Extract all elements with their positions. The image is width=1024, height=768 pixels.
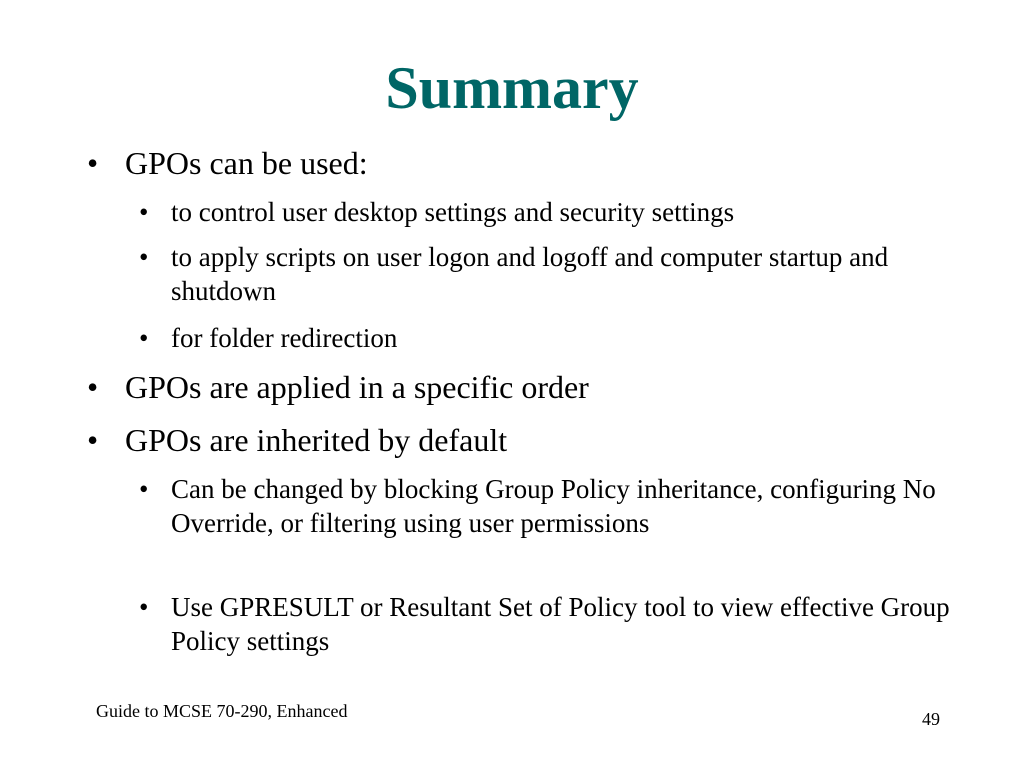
bullet-text: to apply scripts on user logon and logoff and computer startup and shutdown [171,242,889,306]
bullet-item-level1 [87,368,985,406]
bullet-icon: • [139,474,149,504]
bullet-icon: • [139,592,149,622]
bullet-text: for folder redirection [171,323,398,353]
bullet-text: GPOs are inherited by default [125,422,508,458]
bullet-item-level2 [139,321,971,355]
bullet-text: to control user desktop settings and security settings [171,197,735,227]
bullet-item-level2 [139,240,941,308]
bullet-text: Can be changed by blocking Group Policy inheritance, configuring No Override, or filtering using user permissions [171,474,936,538]
bullet-text: GPOs can be used: [125,145,368,181]
bullet-item-level2 [139,195,971,229]
bullet-item-level2 [139,590,951,658]
page-number: 49 [922,709,940,729]
slide-title: Summary [385,55,639,121]
bullet-icon: • [87,145,99,181]
bullet-icon: • [139,242,149,272]
bullet-icon: • [139,323,149,353]
bullet-item-level2 [139,472,941,540]
bullet-icon: • [87,422,99,458]
bullet-text: Use GPRESULT or Resultant Set of Policy tool to view effective Group Policy settings [171,592,950,656]
bullet-item-level1 [87,144,985,182]
bullet-icon: • [139,197,149,227]
footer-course-title: Guide to MCSE 70-290, Enhanced [96,701,348,721]
bullet-item-level1 [87,421,985,459]
bullet-text: GPOs are applied in a specific order [125,369,589,405]
bullet-icon: • [87,369,99,405]
